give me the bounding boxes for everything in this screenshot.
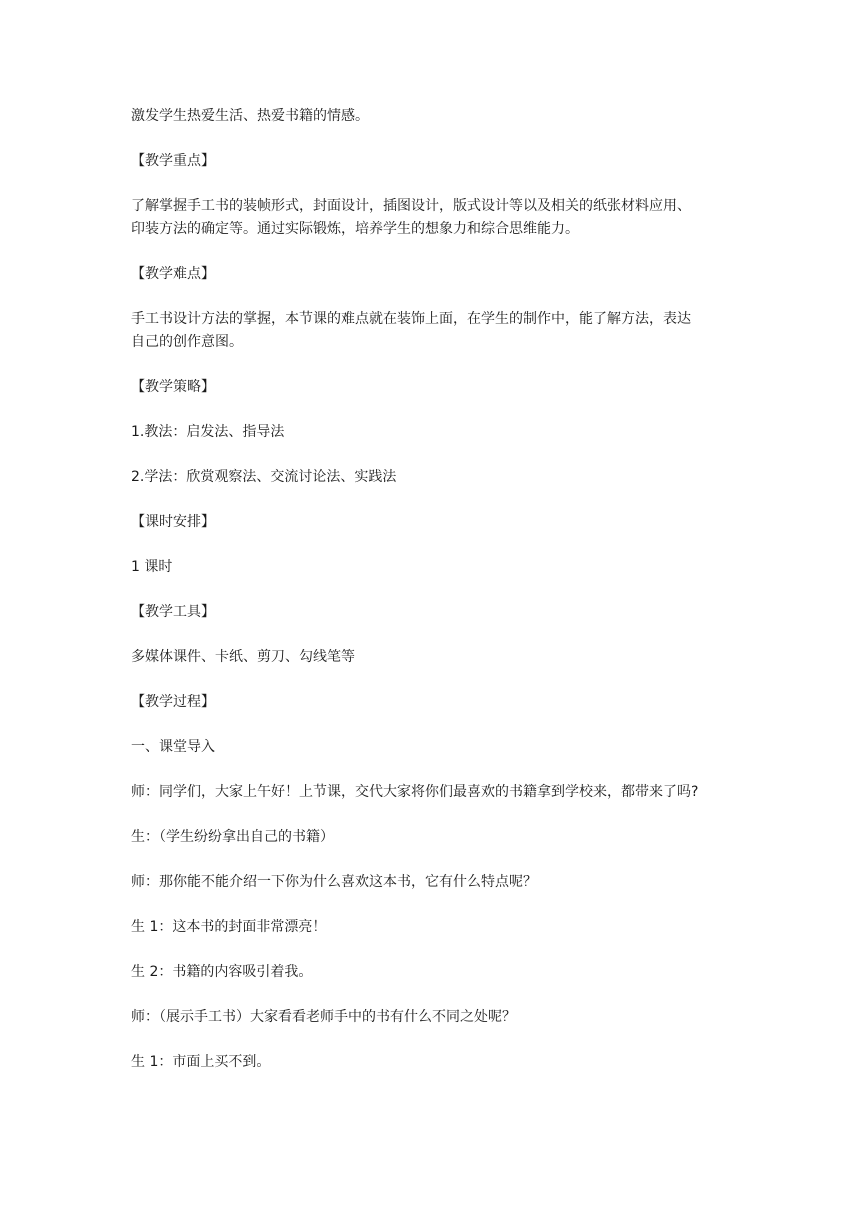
dialogue-line: 生：（学生纷纷拿出自己的书籍） <box>131 829 334 845</box>
section-heading: 【教学策略】 <box>131 379 215 395</box>
dialogue-line: 师：那你能不能介绍一下你为什么喜欢这本书，它有什么特点呢？ <box>131 874 537 890</box>
body-text: 自己的创作意图。 <box>131 334 243 350</box>
dialogue-line: 师：（展示手工书）大家看看老师手中的书有什么不同之处呢？ <box>131 1009 516 1025</box>
section-heading: 【教学重点】 <box>131 153 215 169</box>
section-heading: 【课时安排】 <box>131 514 215 530</box>
body-text: 激发学生热爱生活、热爱书籍的情感。 <box>131 108 369 124</box>
body-text: 手工书设计方法的掌握，本节课的难点就在装饰上面，在学生的制作中，能了解方法，表达 <box>131 311 691 327</box>
body-text: 了解掌握手工书的装帧形式，封面设计，插图设计，版式设计等以及相关的纸张材料应用、 <box>131 198 691 214</box>
body-text: 印装方法的确定等。通过实际锻炼，培养学生的想象力和综合思维能力。 <box>131 221 579 237</box>
list-item: 1.教法：启发法、指导法 <box>131 424 285 440</box>
section-heading: 【教学难点】 <box>131 266 215 282</box>
body-text: 多媒体课件、卡纸、剪刀、勾线笔等 <box>131 649 355 665</box>
list-item: 2.学法：欣赏观察法、交流讨论法、实践法 <box>131 469 397 485</box>
section-heading: 【教学工具】 <box>131 604 215 620</box>
dialogue-line: 生 1：市面上买不到。 <box>131 1054 271 1070</box>
section-heading: 【教学过程】 <box>131 694 215 710</box>
body-text: 1 课时 <box>131 559 173 575</box>
dialogue-line: 师：同学们，大家上午好！上节课，交代大家将你们最喜欢的书籍拿到学校来，都带来了吗? <box>131 784 699 800</box>
dialogue-line: 生 2：书籍的内容吸引着我。 <box>131 964 313 980</box>
subsection-heading: 一、课堂导入 <box>131 739 215 755</box>
dialogue-line: 生 1：这本书的封面非常漂亮！ <box>131 919 327 935</box>
